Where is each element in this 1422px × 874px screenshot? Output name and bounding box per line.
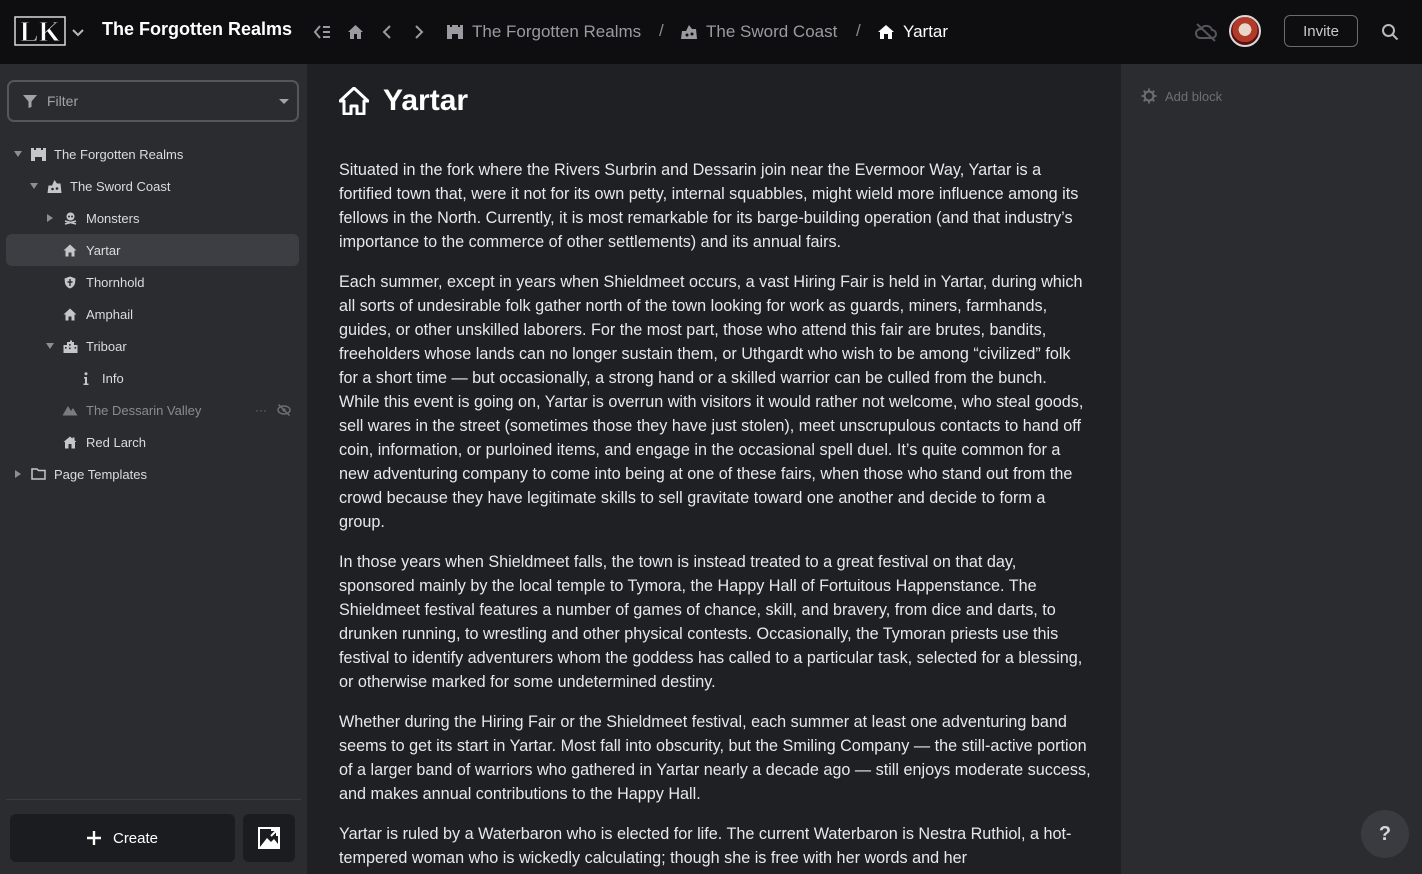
filter-input[interactable] [7, 80, 299, 122]
mountain-icon [62, 402, 78, 418]
tree-item-label: Monsters [86, 210, 140, 226]
breadcrumb-label: Yartar [903, 22, 949, 41]
skull-icon [62, 210, 78, 226]
create-button[interactable] [10, 814, 235, 862]
create-button-label: Create [112, 829, 159, 847]
map-region-icon [46, 178, 62, 194]
shield-icon [62, 274, 78, 290]
logo[interactable] [14, 16, 66, 46]
top-bar [0, 0, 1422, 64]
tree-item-label: Yartar [86, 242, 121, 258]
home-icon [62, 242, 78, 258]
eye-off-icon[interactable] [277, 404, 291, 416]
help-button[interactable]: ? [1361, 810, 1409, 858]
tree-item-label: Triboar [86, 338, 127, 354]
breadcrumb-separator: / [659, 21, 664, 40]
invite-button[interactable]: Invite [1284, 15, 1358, 47]
tree-item[interactable] [6, 266, 299, 298]
info-icon [78, 370, 94, 386]
article-paragraph: In those years when Shieldmeet falls, the town is instead treated to a great festival on that day, sponsored mainly by the local temple to Tymora, the Happy Hall of Fortuitous Happenstance. The Shieldmeet festival features a number of games of chance, skill, and bravery, from dice and darts, to drunken running, to wrestling and other physical contests. Occasionally, the Tymoran priests use this festival to identify adventurers whom the goddess has called to a particular task, selected for a blessing, or otherwise marked for some undetermined destiny. [339, 553, 1083, 691]
expand-toggle-icon[interactable] [45, 213, 55, 223]
tree-item[interactable] [6, 138, 299, 170]
home-icon [877, 24, 895, 40]
tree-item-label: The Forgotten Realms [54, 146, 184, 162]
tree-item[interactable] [6, 458, 299, 490]
tree-item[interactable] [6, 362, 299, 394]
tree-item[interactable] [6, 202, 299, 234]
add-block-label: Add block [1165, 88, 1223, 104]
gear-plus-icon [1141, 88, 1157, 104]
expand-toggle-icon[interactable] [29, 181, 39, 191]
tree-item-label: Page Templates [54, 466, 147, 482]
home-icon[interactable] [343, 20, 367, 44]
tree-item-label: Red Larch [86, 434, 146, 450]
filter-placeholder: Filter [47, 93, 79, 109]
right-panel [1121, 64, 1422, 874]
avatar[interactable] [1229, 15, 1261, 47]
divider [6, 799, 301, 800]
filter-icon [23, 95, 37, 108]
cloud-off-icon[interactable] [1193, 20, 1219, 44]
home-icon [62, 306, 78, 322]
castle-icon [446, 24, 464, 40]
article-body[interactable] [339, 158, 1091, 874]
more-options-icon[interactable]: ··· [255, 403, 267, 417]
tree-item[interactable] [6, 298, 299, 330]
page-title: Yartar [383, 84, 469, 117]
chevron-down-icon[interactable] [279, 99, 289, 104]
castle-icon [30, 146, 46, 162]
breadcrumb-current[interactable] [877, 20, 948, 44]
svg-text:LK: LK [19, 17, 61, 46]
world-title[interactable]: The Forgotten Realms [102, 19, 293, 39]
article-paragraph: Yartar is ruled by a Waterbaron who is elected for life. The current Waterbaron is Nestra Ruthiol, a hot-tempered woman who is wickedly calculating; though she is free with her words and her [339, 825, 1072, 867]
article-paragraph: Each summer, except in years when Shieldmeet occurs, a vast Hiring Fair is held in Yartar, during which all sorts of undesirable folk gather north of the town looking for work as guards, miners, farmhands, guides, or other unskilled laborers. For the most part, those who attend this fair are brutes, bandits, freeholders whose lands can no longer sustain them, or Uthgardt who wish to be among “civilized” folk for a short time — but occasionally, a strong hand or a skilled warrior can be culled from the bunch. While this event is going on, Yartar is overrun with visitors it would rather not welcome, who steal goods, sell wares in the street (sometimes those they have just stolen), meet unscrupulous contacts to hand off coin, information, or purloined items, and engage in the occasional spell duel. It’s quite common for a new adventuring company to come into being at one of these fairs, when those who stand out from the crowd because they have legitimate skills to sell gravitate toward one another and decide to form a group. [339, 273, 1084, 531]
image-gallery-button[interactable] [243, 814, 295, 862]
search-icon[interactable] [1378, 20, 1402, 44]
expand-toggle-icon[interactable] [13, 149, 23, 159]
tree-item[interactable] [6, 426, 299, 458]
article-paragraph: Situated in the fork where the Rivers Surbrin and Dessarin join near the Evermoor Way, Yartar is a fortified town that, were it not for its own petty, internal squabbles, might wield more influence among its fellows in the North. Currently, it is most remarkable for its barge-building operation (and that industry’s importance to the commerce of other settlements) and its annual fairs. [339, 161, 1079, 251]
tree-item-actions [255, 403, 291, 417]
page-header [339, 84, 468, 118]
tree-item-label: The Sword Coast [70, 178, 171, 194]
plus-icon [87, 831, 101, 845]
collapse-sidebar-icon[interactable] [310, 20, 334, 44]
map-region-icon [680, 24, 698, 40]
breadcrumb-label: The Forgotten Realms [472, 22, 642, 41]
back-arrow-icon[interactable] [375, 20, 399, 44]
tree-item[interactable] [6, 170, 299, 202]
house-icon [62, 434, 78, 450]
expand-toggle-icon[interactable] [13, 469, 23, 479]
home-icon [339, 87, 369, 115]
image-icon [258, 827, 280, 849]
sidebar [0, 64, 307, 874]
tree-item-label: Info [102, 370, 124, 386]
breadcrumb-separator: / [856, 21, 861, 40]
tree-item-selected[interactable] [6, 234, 299, 266]
article-paragraph: Whether during the Hiring Fair or the Shieldmeet festival, each summer at least one adventuring band seems to get its start in Yartar. Most fall into obscurity, but the Smiling Company — the still-active portion of a larger band of warriors who gathered in Yartar nearly a decade ago — still enjoys moderate success, and makes annual contributions to the Happy Hall. [339, 713, 1091, 803]
folder-icon [30, 466, 46, 482]
breadcrumb-item[interactable] [446, 20, 641, 44]
forward-arrow-icon[interactable] [407, 20, 431, 44]
page-tree [6, 138, 299, 490]
add-block-button[interactable] [1141, 88, 1222, 104]
tree-item-label: The Dessarin Valley [86, 402, 202, 418]
tree-item[interactable] [6, 394, 299, 426]
tree-item[interactable] [6, 330, 299, 362]
article-content [307, 64, 1121, 874]
expand-toggle-icon[interactable] [45, 341, 55, 351]
chevron-down-icon[interactable] [70, 24, 86, 40]
tree-item-label: Thornhold [86, 274, 145, 290]
breadcrumb-item[interactable] [680, 20, 837, 44]
tree-item-label: Amphail [86, 306, 133, 322]
city-icon [62, 338, 78, 354]
breadcrumb-label: The Sword Coast [706, 22, 838, 41]
